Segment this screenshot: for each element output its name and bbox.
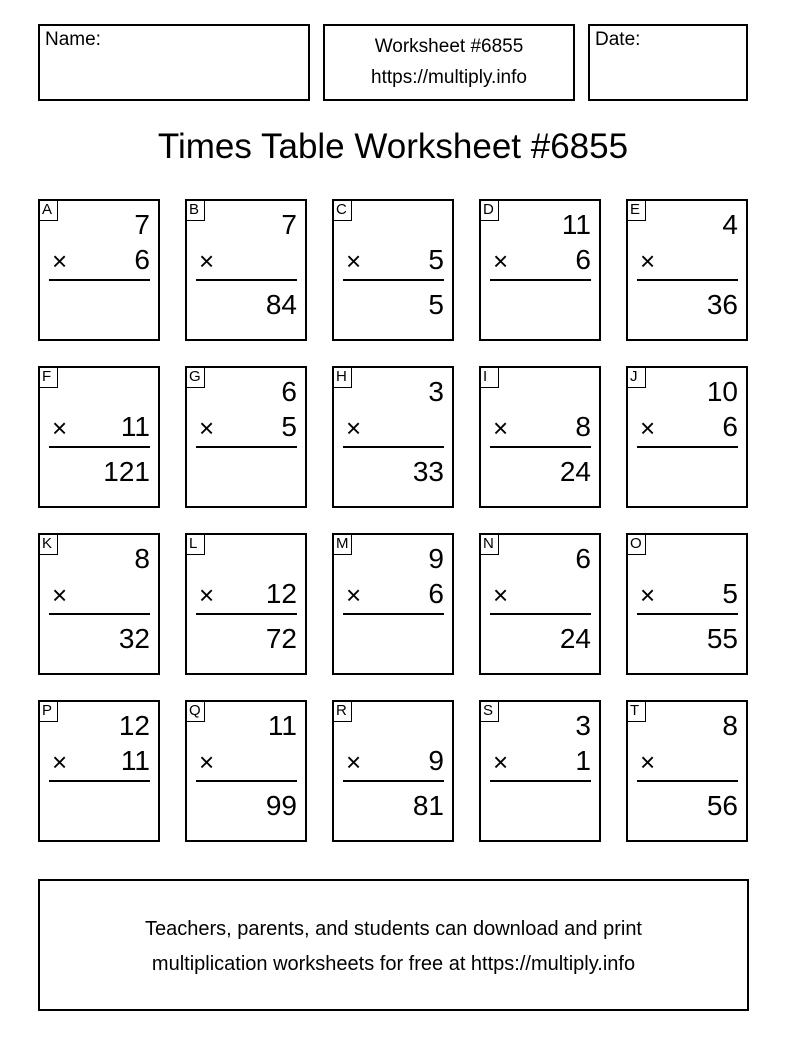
times-sign: × — [52, 580, 68, 610]
worksheet-info-box — [323, 24, 575, 101]
problem-card — [38, 366, 160, 508]
multiplicand: 11 — [561, 209, 591, 240]
answer-rule — [490, 780, 591, 782]
problem-letter: O — [626, 533, 646, 555]
times-sign: × — [493, 413, 509, 443]
answer-rule — [490, 279, 591, 281]
product: 33 — [412, 456, 444, 487]
problem-card — [479, 700, 601, 842]
answer-rule — [343, 780, 444, 782]
answer-rule — [343, 279, 444, 281]
product: 5 — [428, 289, 444, 320]
multiplicand: 8 — [722, 710, 738, 741]
problem-letter: M — [332, 533, 352, 555]
multiplier: 6 — [134, 244, 150, 275]
multiplier: 5 — [281, 411, 297, 442]
problem-card — [626, 700, 748, 842]
answer-rule — [196, 279, 297, 281]
date-field-box[interactable] — [588, 24, 748, 101]
product: 84 — [265, 289, 297, 320]
problem-letter: Q — [185, 700, 205, 722]
multiplier: 5 — [722, 578, 738, 609]
answer-rule — [637, 446, 738, 448]
answer-rule — [49, 613, 150, 615]
problem-letter: C — [332, 199, 352, 221]
product: 55 — [706, 623, 738, 654]
multiplicand: 7 — [134, 209, 150, 240]
problem-card — [626, 199, 748, 341]
problem-card — [626, 533, 748, 675]
answer-rule — [490, 446, 591, 448]
problem-letter: K — [38, 533, 58, 555]
answer-rule — [637, 279, 738, 281]
multiplier: 11 — [120, 411, 150, 442]
product: 72 — [265, 623, 297, 654]
problem-card — [185, 366, 307, 508]
multiplier: 9 — [428, 745, 444, 776]
problem-letter: P — [38, 700, 58, 722]
multiplicand: 9 — [428, 543, 444, 574]
page-title: Times Table Worksheet #6855 — [157, 127, 629, 166]
multiplicand: 8 — [134, 543, 150, 574]
problem-card — [38, 533, 160, 675]
times-sign: × — [199, 246, 215, 276]
answer-rule — [637, 613, 738, 615]
times-sign: × — [346, 747, 362, 777]
problem-letter: E — [626, 199, 646, 221]
product: 81 — [412, 790, 444, 821]
times-sign: × — [493, 580, 509, 610]
product: 121 — [103, 456, 150, 487]
multiplier: 6 — [428, 578, 444, 609]
answer-rule — [49, 446, 150, 448]
problem-letter: D — [479, 199, 499, 221]
problem-letter: S — [479, 700, 499, 722]
problem-letter: N — [479, 533, 499, 555]
product: 24 — [559, 623, 591, 654]
problem-card — [479, 199, 601, 341]
problem-letter: J — [626, 366, 646, 388]
problem-letter: R — [332, 700, 352, 722]
times-sign: × — [346, 413, 362, 443]
problem-letter: G — [185, 366, 205, 388]
answer-rule — [49, 279, 150, 281]
times-sign: × — [199, 747, 215, 777]
problem-card — [332, 366, 454, 508]
footer-text-line-2: multiplication worksheets for free at https://multiply.info — [151, 953, 636, 975]
answer-rule — [343, 613, 444, 615]
product: 32 — [118, 623, 150, 654]
times-sign: × — [493, 747, 509, 777]
multiplier: 6 — [575, 244, 591, 275]
problem-card — [332, 199, 454, 341]
multiplicand: 4 — [722, 209, 738, 240]
multiplier: 6 — [722, 411, 738, 442]
multiplier: 11 — [120, 745, 150, 776]
problem-card — [479, 533, 601, 675]
times-sign: × — [346, 246, 362, 276]
product: 36 — [706, 289, 738, 320]
problem-letter: H — [332, 366, 352, 388]
multiplicand: 3 — [575, 710, 591, 741]
multiplier: 8 — [575, 411, 591, 442]
name-field-box[interactable] — [38, 24, 310, 101]
problem-card — [332, 700, 454, 842]
problem-card — [38, 700, 160, 842]
answer-rule — [343, 446, 444, 448]
problem-grid — [38, 199, 749, 842]
times-sign: × — [346, 580, 362, 610]
problem-letter: I — [479, 366, 499, 388]
answer-rule — [196, 613, 297, 615]
product: 99 — [265, 790, 297, 821]
times-sign: × — [199, 580, 215, 610]
problem-letter: L — [185, 533, 205, 555]
multiplicand: 6 — [575, 543, 591, 574]
times-sign: × — [640, 580, 656, 610]
multiplicand: 10 — [706, 376, 738, 407]
answer-rule — [196, 780, 297, 782]
problem-letter: F — [38, 366, 58, 388]
multiplicand: 7 — [281, 209, 297, 240]
footer-box — [38, 879, 749, 1011]
problem-card — [332, 533, 454, 675]
problem-card — [626, 366, 748, 508]
times-sign: × — [640, 747, 656, 777]
multiplicand: 3 — [428, 376, 444, 407]
times-sign: × — [52, 747, 68, 777]
product: 24 — [559, 456, 591, 487]
worksheet-number: Worksheet #6855 — [374, 36, 524, 57]
problem-card — [185, 533, 307, 675]
answer-rule — [490, 613, 591, 615]
footer-text-line-1: Teachers, parents, and students can download and print — [145, 918, 642, 940]
times-sign: × — [493, 246, 509, 276]
multiplicand: 6 — [281, 376, 297, 407]
problem-card — [479, 366, 601, 508]
times-sign: × — [640, 246, 656, 276]
date-label: Date: — [595, 29, 641, 50]
answer-rule — [49, 780, 150, 782]
multiplier: 12 — [265, 578, 297, 609]
multiplier: 5 — [428, 244, 444, 275]
problem-letter: B — [185, 199, 205, 221]
multiplier: 1 — [575, 745, 591, 776]
name-label: Name: — [45, 29, 101, 50]
times-sign: × — [199, 413, 215, 443]
multiplicand: 11 — [267, 710, 297, 741]
problem-card — [185, 199, 307, 341]
problem-letter: T — [626, 700, 646, 722]
times-sign: × — [52, 413, 68, 443]
problem-card — [185, 700, 307, 842]
answer-rule — [637, 780, 738, 782]
times-sign: × — [640, 413, 656, 443]
times-sign: × — [52, 246, 68, 276]
product: 56 — [706, 790, 738, 821]
problem-letter: A — [38, 199, 58, 221]
worksheet-url: https://multiply.info — [371, 67, 527, 88]
multiplicand: 12 — [118, 710, 150, 741]
answer-rule — [196, 446, 297, 448]
problem-card — [38, 199, 160, 341]
